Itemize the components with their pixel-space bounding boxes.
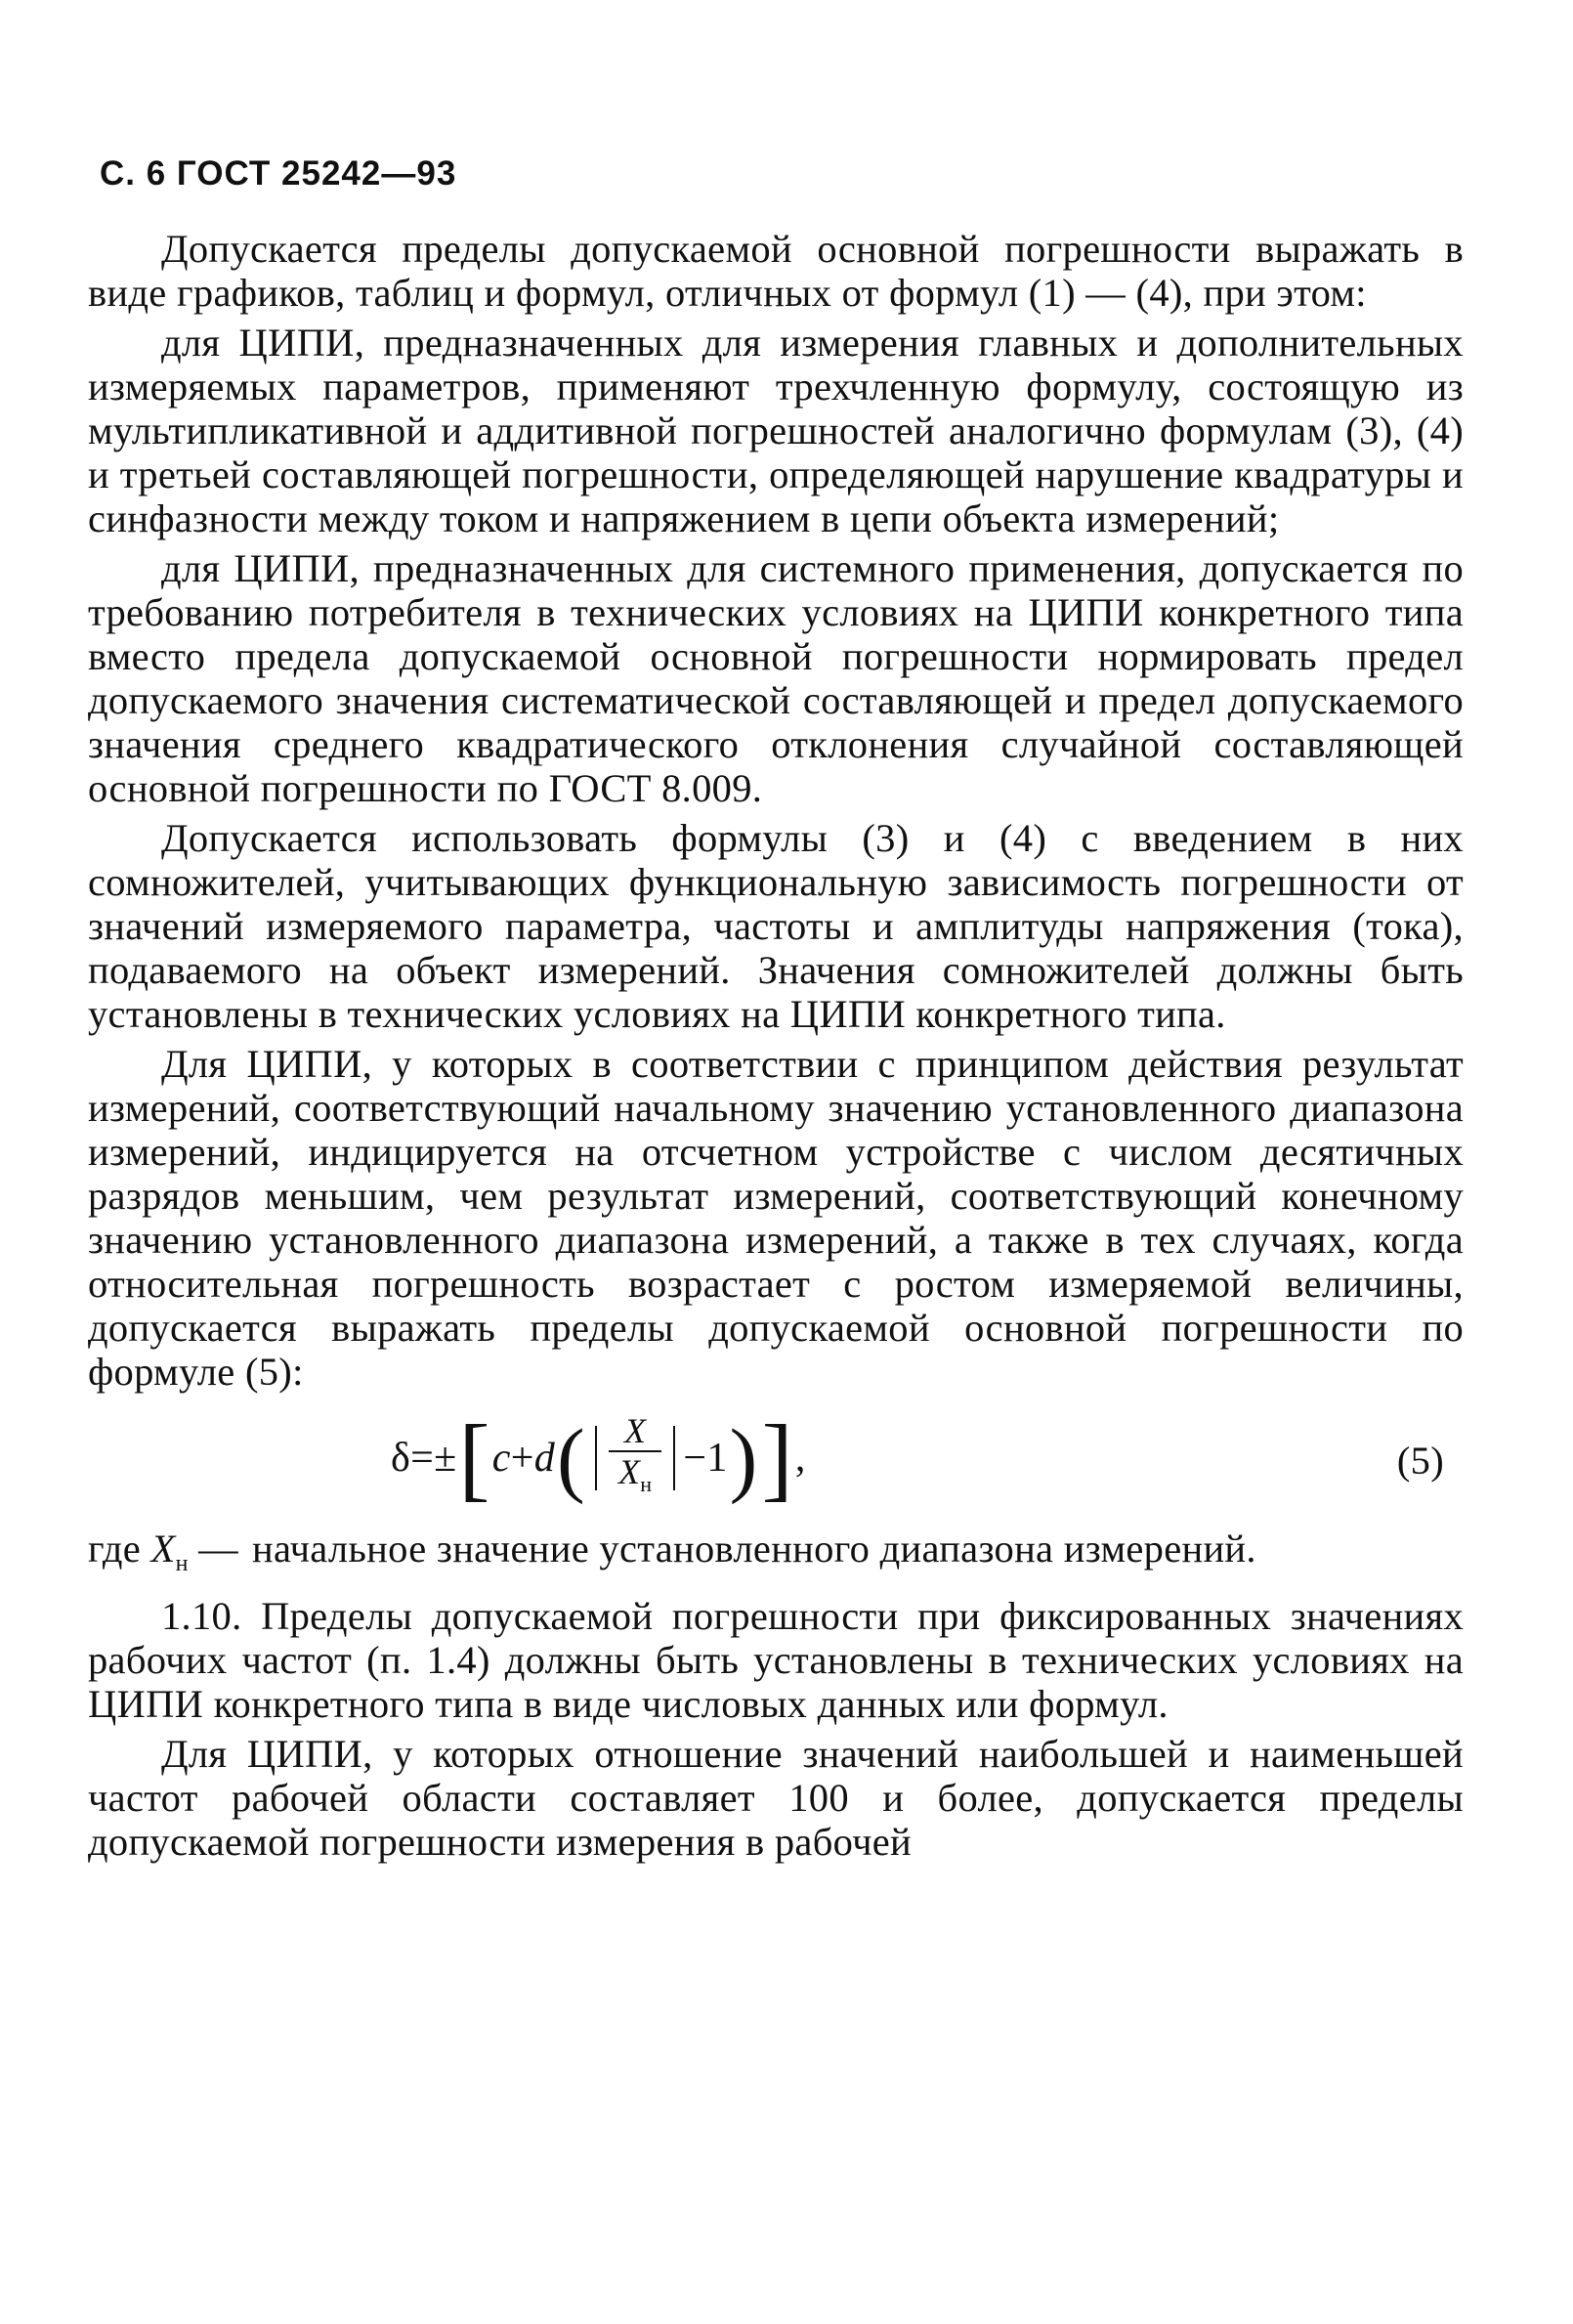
page-header: С. 6 ГОСТ 25242—93 (100, 154, 457, 193)
paragraph: 1.10. Пределы допускаемой погрешности при фиксированных значениях рабочих частот (п. 1.4) должны быть установлены в технических условиях на ЦИПИ конкретного типа в виде числовых данных или формул. (88, 1594, 1464, 1727)
formula-plus: + (510, 1435, 534, 1481)
where-var (150, 1527, 189, 1577)
where-dash: — (198, 1527, 238, 1571)
paragraph: Допускается пределы допускаемой основной погрешности выражать в виде графиков, таблиц и формул, отличных от формул (1) — (4), при этом: (88, 227, 1464, 315)
where-var-letter: X (150, 1527, 176, 1571)
where-lead (88, 1527, 252, 1586)
denominator-sub: н (640, 1472, 653, 1497)
body-text (88, 227, 1464, 1870)
right-paren: ) (729, 1411, 758, 1505)
formula-5 (391, 1405, 806, 1510)
equation-number: (5) (1396, 1439, 1444, 1483)
where-word: где (88, 1527, 142, 1571)
paragraph: для ЦИПИ, предназначенных для измерения главных и дополнительных измеряемых параметров, применяют трехчленную формулу, состоящую из мультипликативной и аддитивной погрешностей аналогично формулам (3), (4) и третьей составляющей погрешности, определяющей нарушение квадратуры и синфазности между током и напряжением в цепи объекта измерений; (88, 321, 1464, 540)
fraction (609, 1411, 661, 1504)
paragraph: для ЦИПИ, предназначенных для системного применения, допускается по требованию потребителя в технических условиях на ЦИПИ конкретного типа вместо предела допускаемой основной погрешности нормировать предел допускаемого значения систематической составляющей и предел допускаемого значения среднего квадратического отклонения случайной составляющей основной погрешности по ГОСТ 8.009. (88, 546, 1464, 810)
paragraph: Для ЦИПИ, у которых в соответствии с принципом действия результат измерений, соответствующий начальному значению установленного диапазона измерений, индицируется на отсчетном устройстве с числом десятичных разрядов меньшим, чем результат измерений, соответствующий конечному значению установленного диапазона измерений, а также в тех случаях, когда относительная погрешность возрастает с ростом измеряемой величины, допускается выражать пределы допускаемой основной погрешности по формуле (5): (88, 1042, 1464, 1394)
formula-minus-one: −1 (683, 1435, 728, 1481)
formula-c: c (491, 1435, 511, 1481)
paragraph: Допускается использовать формулы (3) и (4) с введением в них сомножителей, учитывающих функциональную зависимость погрешности от значений измеряемого параметра, частоты и амплитуды напряжения (тока), подаваемого на объект измерений. Значения сомножителей должны быть установлены в технических условиях на ЦИПИ конкретного типа. (88, 816, 1464, 1036)
formula-block (88, 1403, 1464, 1521)
where-var-sub: н (175, 1551, 189, 1577)
fraction-denominator (609, 1452, 661, 1504)
abs-bar-right (673, 1426, 675, 1490)
where-description: начальное значение установленного диапазона измерений. (251, 1527, 1256, 1571)
formula-lhs: δ (391, 1435, 411, 1481)
fraction-numerator: X (623, 1411, 647, 1451)
denominator-var: X (617, 1452, 641, 1492)
left-bracket: [ (458, 1405, 490, 1510)
right-bracket: ] (761, 1405, 793, 1510)
formula-trailing: , (794, 1435, 806, 1481)
paragraph: Для ЦИПИ, у которых отношение значений наибольшей и наименьшей частот рабочей области составляет 100 и более, допускается пределы допускаемой погрешности измерения в рабочей (88, 1732, 1464, 1865)
formula-plus-minus: ± (434, 1435, 457, 1481)
abs-bar-left (595, 1426, 597, 1490)
where-clause (88, 1527, 1464, 1586)
formula-d: d (533, 1435, 555, 1481)
formula-equals: = (410, 1435, 435, 1481)
left-paren: ( (557, 1411, 585, 1505)
